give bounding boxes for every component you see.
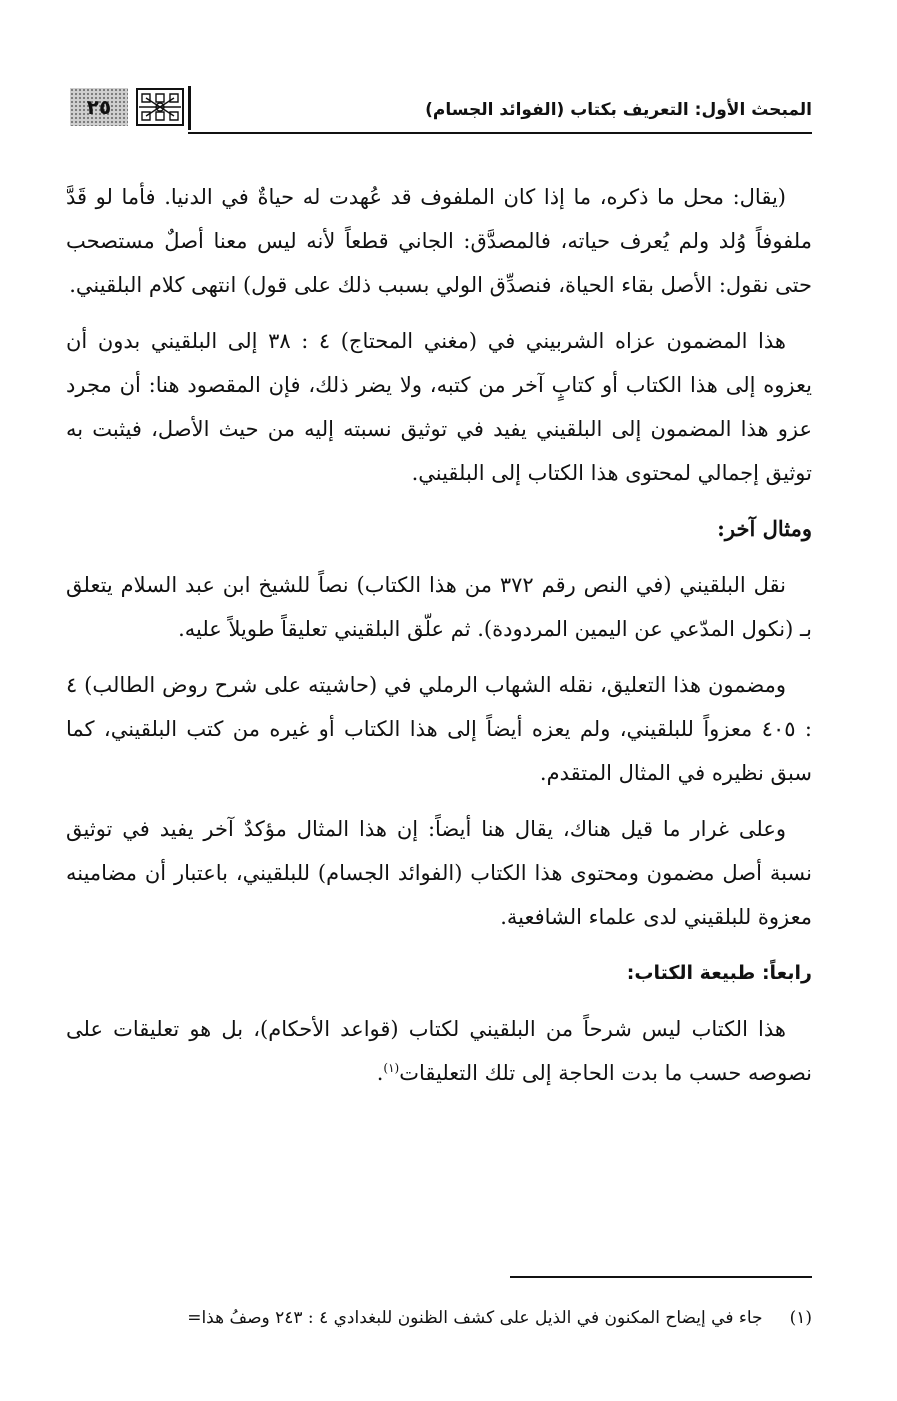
- paragraph: [66, 1007, 812, 1095]
- footnote-reference[interactable]: (١): [383, 1061, 400, 1075]
- footnote-rule: [510, 1276, 812, 1278]
- ornament-icon: [136, 88, 184, 126]
- header-rule: [188, 132, 812, 134]
- footnote: [66, 1302, 812, 1334]
- page-header: [70, 82, 812, 134]
- paragraph: نقل البلقيني (في النص رقم ٣٧٢ من هذا الكتاب) نصاً للشيخ ابن عبد السلام يتعلق بـ (نكول المدّعي عن اليمين المردودة). ثم علّق البلقيني تعليقاً طويلاً عليه.: [66, 573, 812, 641]
- footnote-marker: (١): [789, 1308, 812, 1328]
- section-heading: رابعاً: طبيعة الكتاب:: [626, 962, 812, 984]
- paragraph: هذا المضمون عزاه الشربيني في (مغني المحتاج) ٤ : ٣٨ إلى البلقيني بدون أن يعزوه إلى هذا الكتاب أو كتابٍ آخر من كتبه، ولا يضر ذلك، فإن المقصود هنا: أن مجرد عزو هذا المضمون إلى البلقيني يفيد في توثيق نسبته إليه من حيث الأصل، فيثبت به توثيق إجمالي لمحتوى هذا الكتاب إلى البلقيني.: [66, 329, 812, 485]
- subheading: ومثال آخر:: [717, 516, 812, 541]
- paragraph: ومضمون هذا التعليق، نقله الشهاب الرملي في (حاشيته على شرح روض الطالب) ٤ : ٤٠٥ معزواً للبلقيني، ولم يعزه أيضاً إلى هذا الكتاب أو غيره من كتب البلقيني، كما سبق نظيره في المثال المتقدم.: [66, 673, 812, 785]
- paragraph-text: هذا الكتاب ليس شرحاً من البلقيني لكتاب (قواعد الأحكام)، بل هو تعليقات على نصوصه حسب ما بدت الحاجة إلى تلك التعليقات: [66, 1017, 812, 1085]
- header-divider: [188, 86, 191, 130]
- footnote-text: جاء في إيضاح المكنون في الذيل على كشف الظنون للبغدادي ٤ : ٢٤٣ وصفُ هذا=: [187, 1308, 763, 1328]
- page-number: ٢٥: [70, 88, 128, 126]
- page-number-badge: [70, 88, 188, 128]
- paragraph: وعلى غرار ما قيل هناك، يقال هنا أيضاً: إن هذا المثال مؤكدٌ آخر يفيد في توثيق نسبة أصل مضمون ومحتوى هذا الكتاب (الفوائد الجسام) للبلقيني، باعتبار أن مضامينه معزوة للبلقيني لدى علماء الشافعية.: [66, 817, 812, 929]
- running-title: المبحث الأول: التعريف بكتاب (الفوائد الجسام): [425, 100, 812, 120]
- paragraph-end: .: [376, 1061, 384, 1085]
- paragraph: (يقال: محل ما ذكره، ما إذا كان الملفوف قد عُهدت له حياةٌ في الدنيا. فأما لو قَدَّ ملفوفاً وُلد ولم يُعرف حياته، فالمصدَّق: الجاني قطعاً لأنه ليس معنا أصلٌ مستصحب حتى نقول: الأصل بقاء الحياة، فنصدِّق الولي بسبب ذلك على قول) انتهى كلام البلقيني.: [66, 185, 812, 297]
- main-text: [66, 175, 812, 1107]
